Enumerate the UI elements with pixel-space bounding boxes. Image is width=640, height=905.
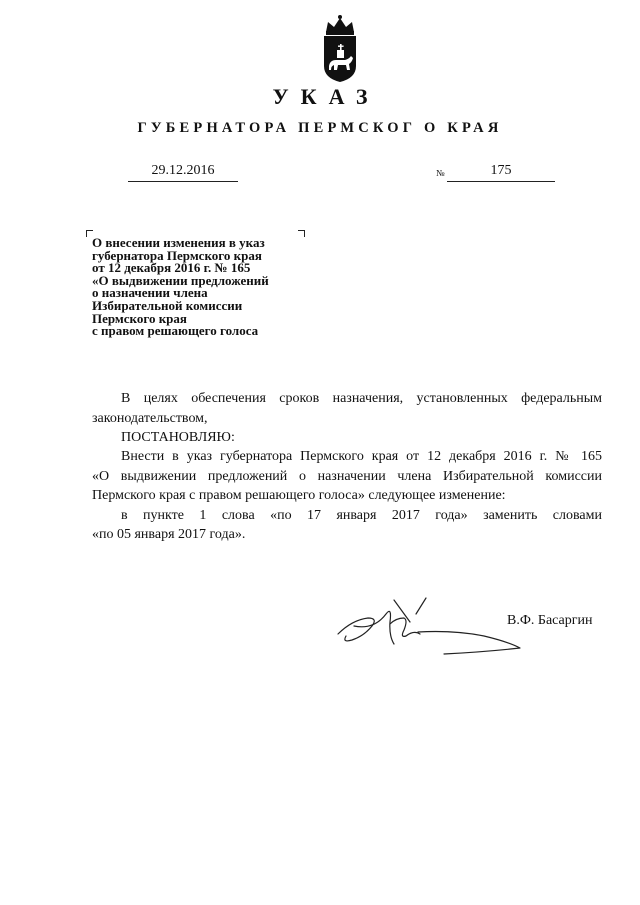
subject-line: «О выдвижении предложений xyxy=(92,272,269,288)
operative-line: «по 05 января 2017 года». xyxy=(92,527,246,542)
document-date: 29.12.2016 xyxy=(151,163,215,178)
preamble-line: законодательством, xyxy=(92,410,208,426)
operative-line: Пермского края с правом решающего голоса» следующее изменение: xyxy=(92,488,506,503)
subject-line: О внесении изменения в указ xyxy=(92,235,265,250)
subject-corner-right xyxy=(298,230,305,237)
number-sign: № xyxy=(436,168,445,178)
operative-line: в пункте 1 слова «по 17 января 2017 года» заменить словами xyxy=(121,507,602,523)
decree-word: ПОСТАНОВЛЯЮ: xyxy=(121,430,235,445)
perm-krai-coat-of-arms-icon xyxy=(318,14,362,84)
signer-name: В.Ф. Басаргин xyxy=(507,613,593,628)
subject-line: Избирательной комиссии xyxy=(92,297,243,313)
handwritten-signature-icon xyxy=(334,596,529,662)
document-number: 175 xyxy=(490,163,512,178)
operative-line: Внести в указ губернатора Пермского края от 12 декабря 2016 г. № 165 xyxy=(121,449,602,464)
operative-paragraphs xyxy=(92,447,602,545)
subject-line: о назначении члена xyxy=(92,285,208,301)
number-underline xyxy=(447,181,555,182)
subject-line: губернатора Пермского края xyxy=(92,247,262,263)
document-subject xyxy=(92,237,322,338)
subject-line: с правом решающего голоса xyxy=(92,323,259,339)
preamble-line: В целях обеспечения сроков назначения, установленных федеральным xyxy=(121,391,602,406)
date-underline xyxy=(128,181,238,182)
document-subtitle: ГУБЕРНАТОРА ПЕРМСКОГ О КРАЯ xyxy=(137,120,503,136)
subject-line: Пермского края xyxy=(92,310,187,326)
operative-line: «О выдвижении предложений о назначении члена Избирательной комиссии xyxy=(92,468,602,484)
document-title: УКАЗ xyxy=(272,84,380,109)
subject-line: от 12 декабря 2016 г. № 165 xyxy=(92,260,251,276)
preamble-paragraph xyxy=(92,389,602,428)
